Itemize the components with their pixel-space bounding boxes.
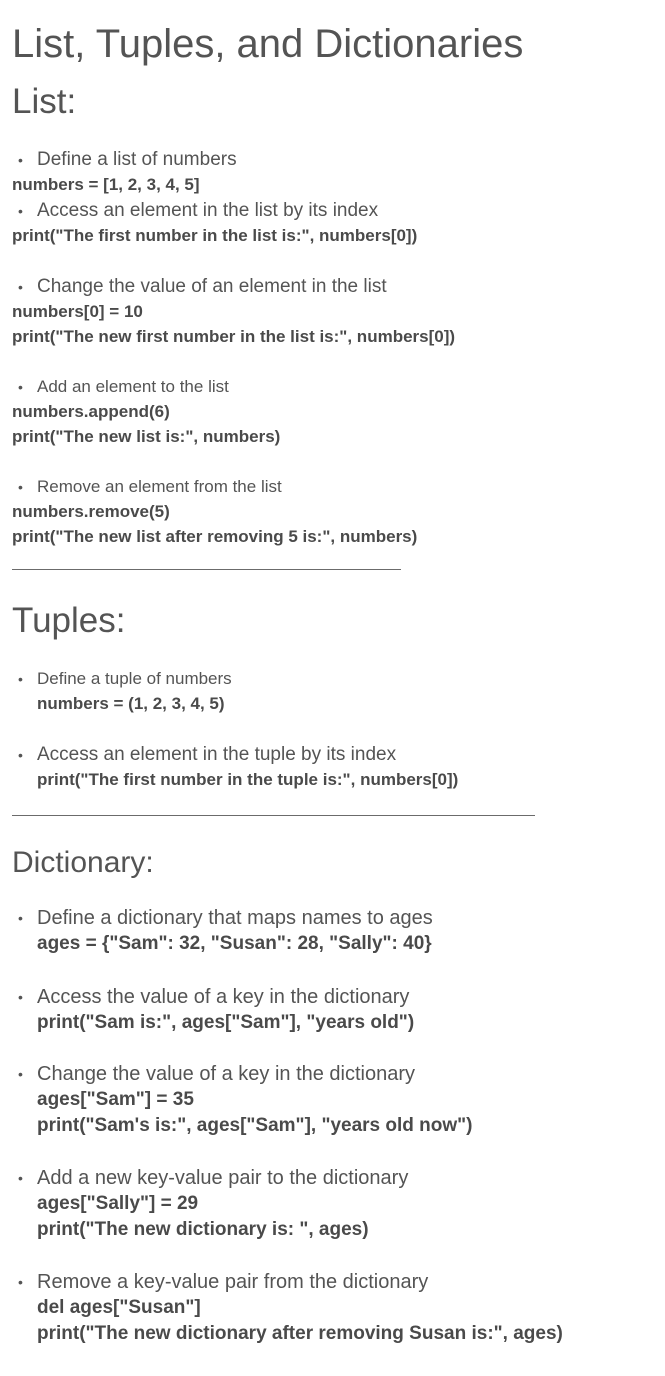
code-line: numbers = [1, 2, 3, 4, 5] [12, 175, 200, 194]
code-line: numbers = (1, 2, 3, 4, 5) [37, 694, 225, 713]
list-bullet-text: Define a dictionary that maps names to ages [37, 907, 433, 929]
code-line: print("The new first number in the list is:", numbers[0]) [12, 327, 456, 346]
section-divider [12, 815, 535, 816]
list-item [18, 1062, 415, 1086]
list-item [18, 906, 433, 930]
code-line: print("The new list after removing 5 is:", numbers) [12, 527, 418, 546]
list-bullet-text: Add an element to the list [37, 377, 229, 396]
list-item [18, 376, 229, 398]
list-bullet-text: Define a list of numbers [37, 149, 237, 170]
code-line: numbers[0] = 10 [12, 302, 143, 321]
list-item [18, 476, 282, 498]
code-line: ages["Sam"] = 35 [37, 1089, 194, 1110]
list-bullet-text: Remove an element from the list [37, 477, 282, 496]
list-item [18, 148, 237, 172]
dictionary-heading: Dictionary: [12, 846, 154, 879]
code-line: print("The first number in the tuple is:", numbers[0]) [37, 770, 459, 789]
list-item [18, 199, 378, 223]
page-title: List, Tuples, and Dictionaries [12, 22, 524, 66]
list-item [18, 275, 387, 299]
list-bullet-text: Add a new key-value pair to the dictionary [37, 1167, 409, 1189]
list-bullet-text: Change the value of a key in the dictionary [37, 1063, 416, 1085]
code-line: numbers.append(6) [12, 402, 170, 421]
list-bullet-text: Remove a key-value pair from the dictionary [37, 1271, 429, 1293]
list-item [18, 668, 232, 690]
list-heading: List: [12, 82, 77, 121]
list-item [18, 1270, 428, 1294]
code-line: ages["Sally"] = 29 [37, 1193, 199, 1214]
list-item [18, 985, 409, 1009]
list-bullet-text: Define a tuple of numbers [37, 669, 232, 688]
code-line: print("Sam is:", ages["Sam"], "years old") [37, 1012, 415, 1033]
list-bullet-text: Change the value of an element in the list [37, 276, 387, 297]
list-bullet-text: Access the value of a key in the dictionary [37, 986, 410, 1008]
code-line: print("The new dictionary is: ", ages) [37, 1219, 369, 1240]
code-line: numbers.remove(5) [12, 502, 170, 521]
section-divider [12, 569, 401, 570]
code-line: print("The new dictionary after removing Susan is:", ages) [37, 1323, 563, 1344]
code-line: ages = {"Sam": 32, "Susan": 28, "Sally": 40} [37, 933, 432, 954]
list-bullet-text: Access an element in the list by its index [37, 200, 379, 221]
code-line: print("Sam's is:", ages["Sam"], "years old now") [37, 1115, 473, 1136]
code-line: del ages["Susan"] [37, 1297, 201, 1318]
list-item [18, 743, 396, 767]
list-item [18, 1166, 408, 1190]
list-bullet-text: Access an element in the tuple by its index [37, 744, 397, 765]
code-line: print("The new list is:", numbers) [12, 427, 281, 446]
tuples-heading: Tuples: [12, 601, 126, 640]
code-line: print("The first number in the list is:", numbers[0]) [12, 226, 418, 245]
